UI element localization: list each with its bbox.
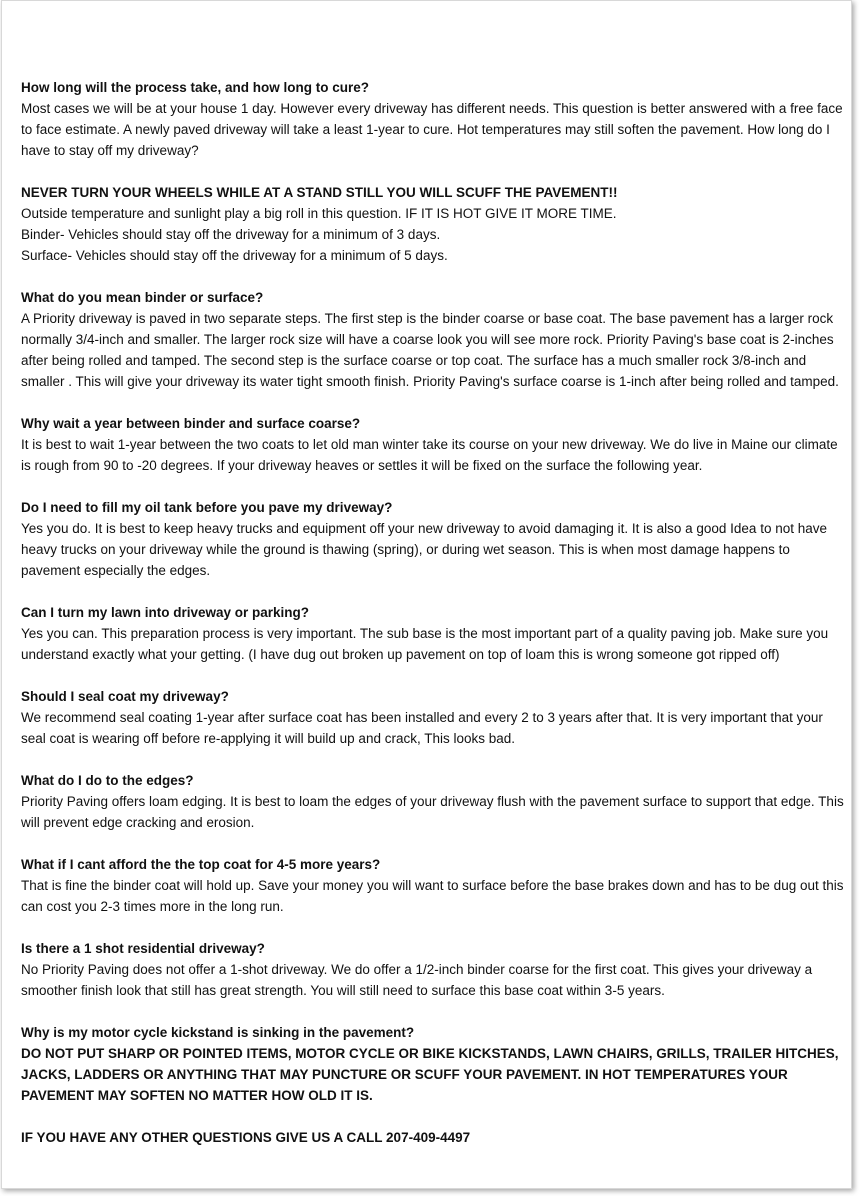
faq-question: Is there a 1 shot residential driveway? xyxy=(21,941,265,956)
faq-question: Why wait a year between binder and surface coarse? xyxy=(21,416,361,431)
contact-call-to-action: IF YOU HAVE ANY OTHER QUESTIONS GIVE US A CALL 207-409-4497 xyxy=(21,1130,471,1145)
faq-answer-line: Binder- Vehicles should stay off the driveway for a minimum of 3 days. xyxy=(21,227,441,242)
faq-answer: That is fine the binder coat will hold up. Save your money you will want to surface before the base brakes down and has to be dug out this can cost you 2-3 times more in the long run. xyxy=(21,878,844,914)
faq-answer: We recommend seal coating 1-year after surface coat has been installed and every 2 to 3 years after that. It is very important that your seal coat is wearing off before re-applying it will build up and crack, This looks bad. xyxy=(21,710,823,746)
faq-item-wheels-warning xyxy=(21,182,847,266)
faq-answer: A Priority driveway is paved in two separate steps. The first step is the binder coarse or base coat. The base pavement has a larger rock normally 3/4-inch and smaller. The larger rock size will have a coarse look you will see more rock. Priority Paving's base coat is 2-inches after being rolled and tamped. The second step is the surface coarse or top coat. The surface has a much smaller rock 3/8-inch and smaller . This will give your driveway its water tight smooth finish. Priority Paving's surface coarse is 1-inch after being rolled and tamped. xyxy=(21,311,839,389)
faq-question: Can I turn my lawn into driveway or parking? xyxy=(21,605,310,620)
faq-answer-line: Surface- Vehicles should stay off the driveway for a minimum of 5 days. xyxy=(21,248,448,263)
faq-answer: Yes you can. This preparation process is very important. The sub base is the most important part of a quality paving job. Make sure you understand exactly what your getting. (I have dug out broken up pavement on top of loam this is wrong someone got ripped off) xyxy=(21,626,829,662)
document-page xyxy=(1,0,852,1189)
faq-item-cure-time xyxy=(21,77,847,161)
faq-item-oil-tank xyxy=(21,497,847,581)
faq-item-seal-coat xyxy=(21,686,847,749)
faq-answer: Priority Paving offers loam edging. It is best to loam the edges of your driveway flush with the pavement surface to support that edge. This will prevent edge cracking and erosion. xyxy=(21,794,844,830)
faq-item-binder-surface xyxy=(21,287,847,392)
faq-question: What if I cant afford the the top coat for 4-5 more years? xyxy=(21,857,381,872)
faq-answer: No Priority Paving does not offer a 1-shot driveway. We do offer a 1/2-inch binder coarse for the first coat. This gives your driveway a smoother finish look that still has great strength. You will still need to surface this base coat within 3-5 years. xyxy=(21,962,813,998)
faq-question: Should I seal coat my driveway? xyxy=(21,689,229,704)
faq-item-edges xyxy=(21,770,847,833)
faq-question: Why is my motor cycle kickstand is sinking in the pavement? xyxy=(21,1025,415,1040)
faq-item-lawn-driveway xyxy=(21,602,847,665)
faq-answer: Most cases we will be at your house 1 day. However every driveway has different needs. This question is better answered with a free face to face estimate. A newly paved driveway will take a least 1-year to cure. Hot temperatures may still soften the pavement. How long do I have to stay off my driveway? xyxy=(21,101,843,158)
faq-answer: It is best to wait 1-year between the two coats to let old man winter take its course on your new driveway. We do live in Maine our climate is rough from 90 to -20 degrees. If your driveway heaves or settles it will be fixed on the surface the following year. xyxy=(21,437,838,473)
faq-answer-line: Outside temperature and sunlight play a big roll in this question. IF IT IS HOT GIVE IT MORE TIME. xyxy=(21,206,617,221)
faq-question: What do I do to the edges? xyxy=(21,773,194,788)
faq-question: How long will the process take, and how long to cure? xyxy=(21,80,370,95)
faq-question: What do you mean binder or surface? xyxy=(21,290,264,305)
faq-answer: Yes you do. It is best to keep heavy trucks and equipment off your new driveway to avoid damaging it. It is also a good Idea to not have heavy trucks on your driveway while the ground is thawing (spring), or during wet season. This is when most damage happens to pavement especially the edges. xyxy=(21,521,827,578)
faq-item-one-shot xyxy=(21,938,847,1001)
faq-question: Do I need to fill my oil tank before you pave my driveway? xyxy=(21,500,393,515)
faq-item-top-coat-afford xyxy=(21,854,847,917)
faq-answer-warning: DO NOT PUT SHARP OR POINTED ITEMS, MOTOR CYCLE OR BIKE KICKSTANDS, LAWN CHAIRS, GRILLS, TRAILER HITCHES, JACKS, LADDERS OR ANYTHING THAT MAY PUNCTURE OR SCUFF YOUR PAVEMENT. IN HOT TEMPERATURES YOUR PAVEMENT MAY SOFTEN NO MATTER HOW OLD IT IS. xyxy=(21,1046,839,1103)
faq-content xyxy=(21,77,847,1148)
faq-item-kickstand xyxy=(21,1022,847,1106)
faq-question: NEVER TURN YOUR WHEELS WHILE AT A STAND STILL YOU WILL SCUFF THE PAVEMENT!! xyxy=(21,185,618,200)
faq-item-wait-year xyxy=(21,413,847,476)
